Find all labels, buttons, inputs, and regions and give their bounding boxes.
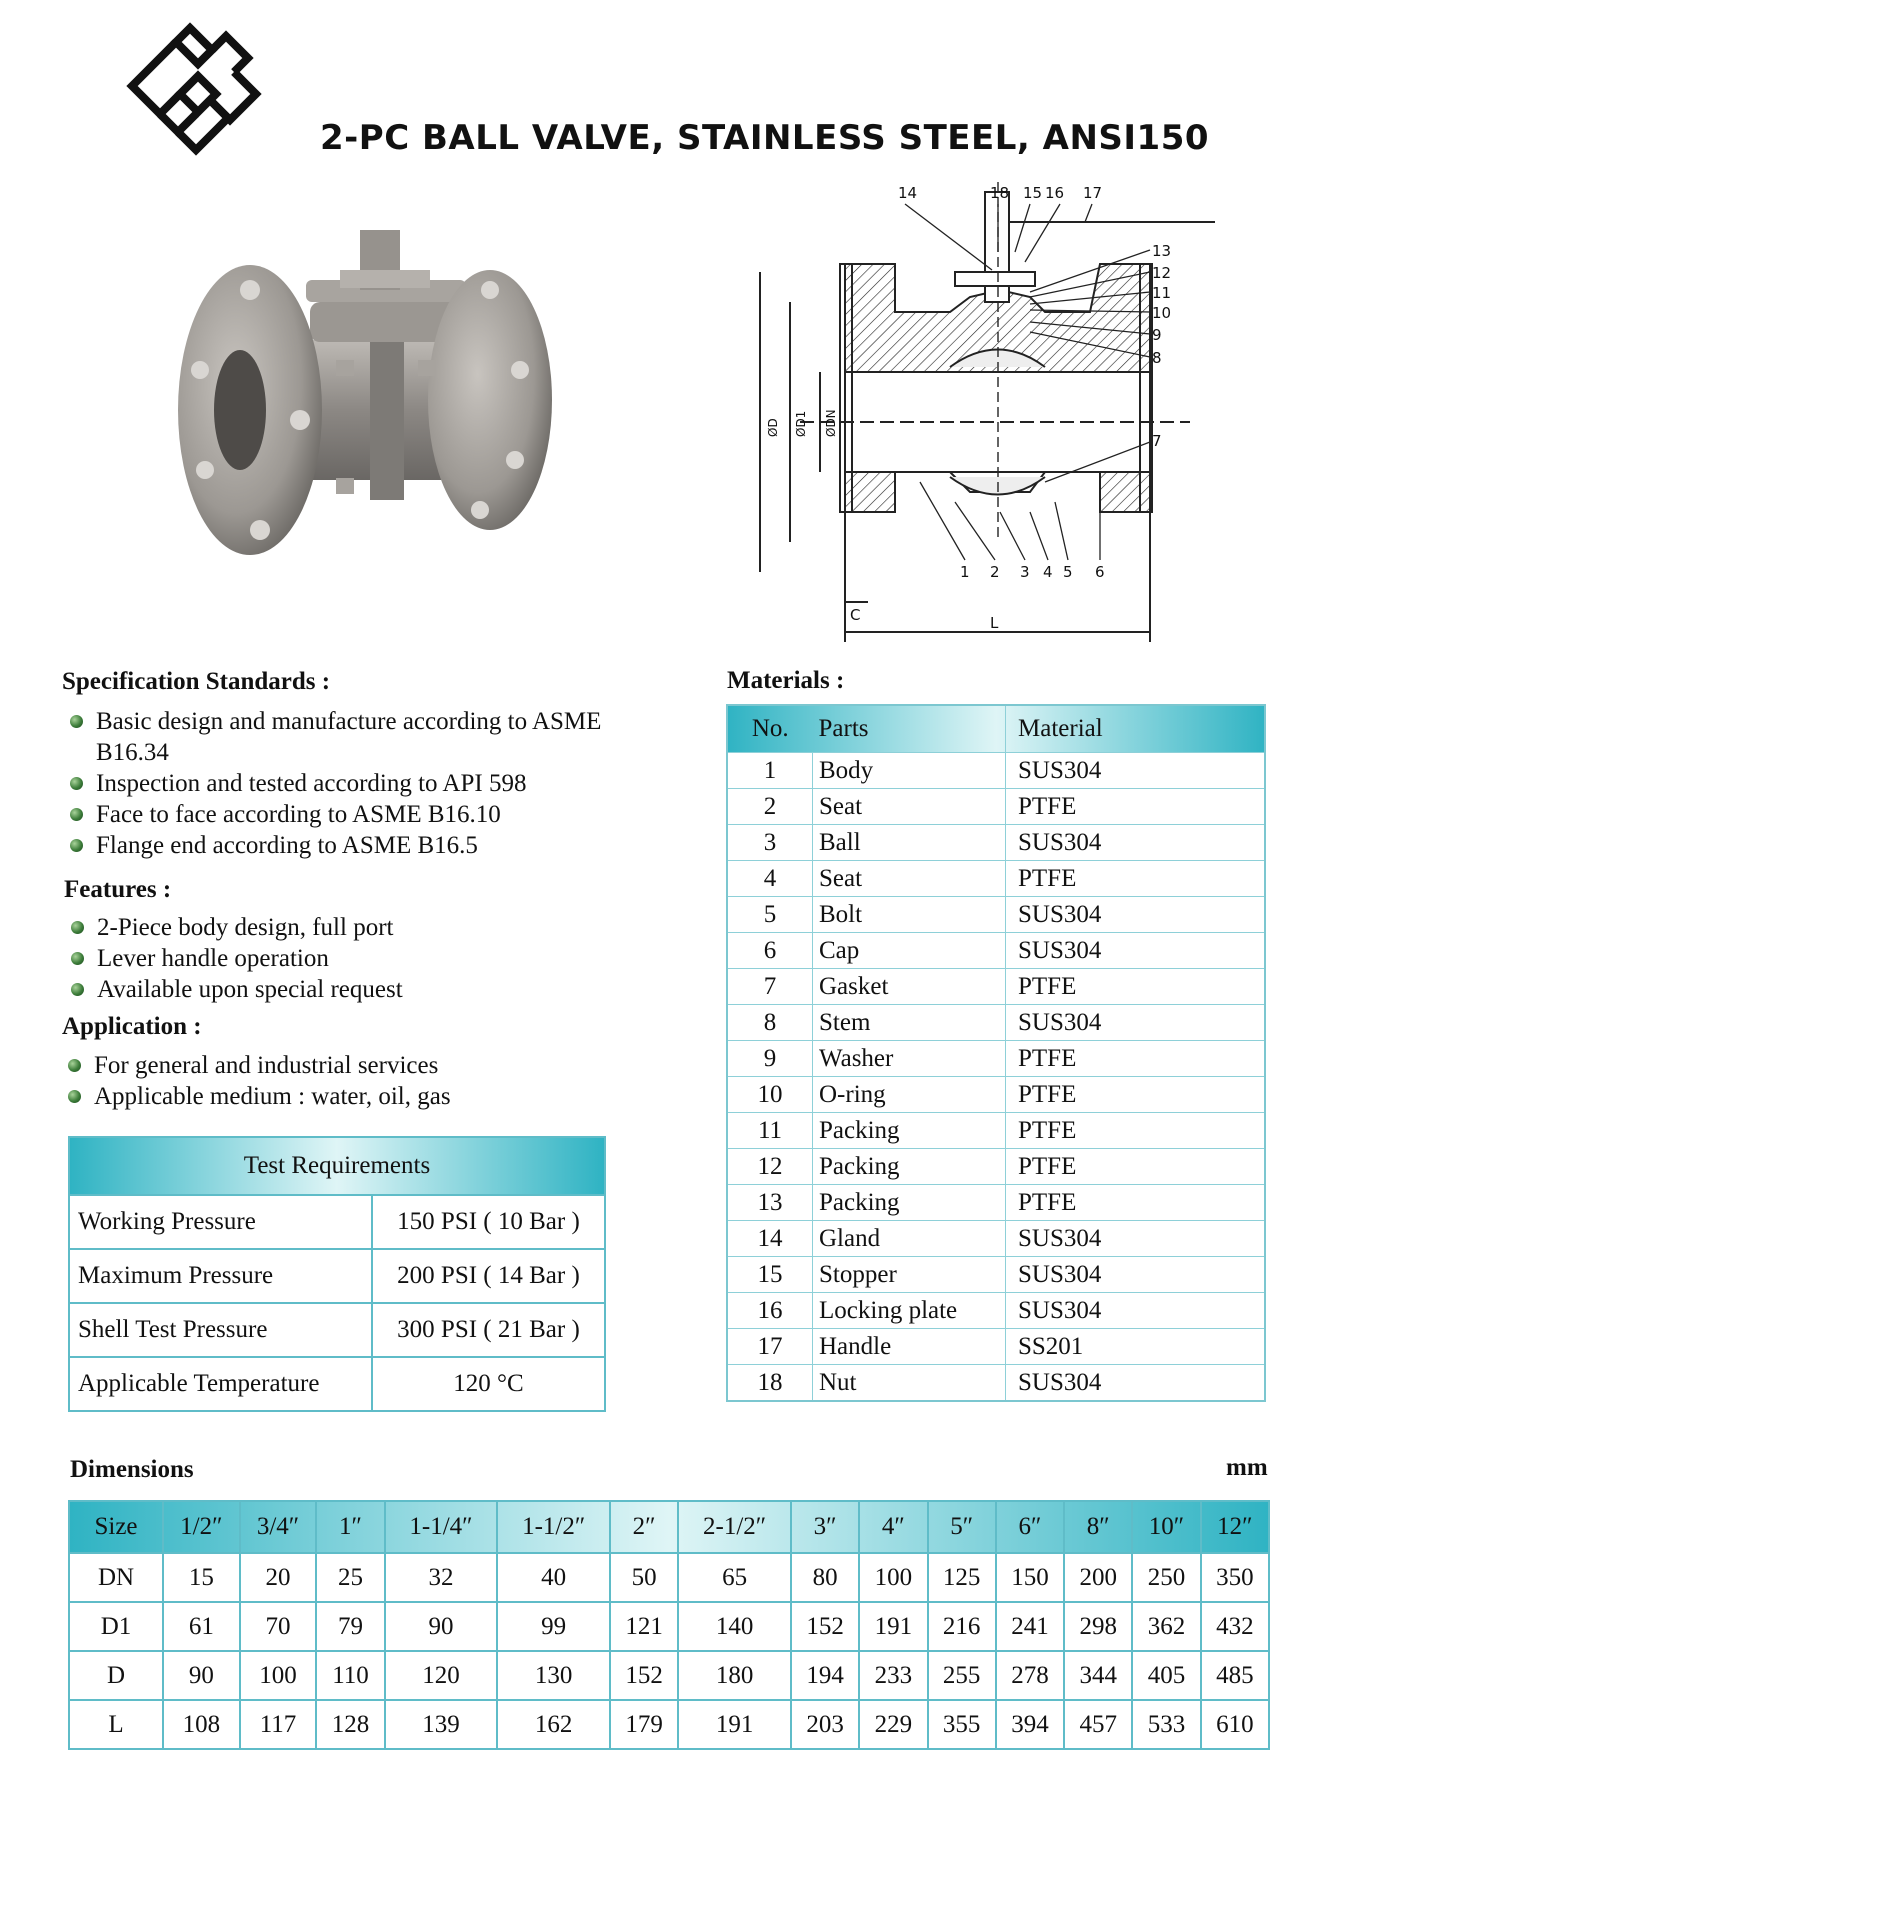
dimension-row-label: L	[69, 1700, 163, 1749]
callout-3: 3	[1020, 563, 1030, 581]
materials-header-no: No.	[751, 715, 789, 742]
dimension-cell: 200	[1064, 1553, 1132, 1602]
test-table-title: Test Requirements	[69, 1137, 605, 1195]
material-no: 17	[727, 1329, 813, 1365]
size-header: 8″	[1064, 1501, 1132, 1553]
size-header: 4″	[859, 1501, 927, 1553]
dimension-cell: 405	[1132, 1651, 1200, 1700]
material-part: Stem	[813, 1005, 1006, 1041]
dimension-cell: 150	[996, 1553, 1064, 1602]
dimension-cell: 191	[859, 1602, 927, 1651]
dimension-cell: 110	[316, 1651, 384, 1700]
table-row	[727, 861, 1265, 897]
material-part: Body	[813, 753, 1006, 789]
dimension-cell: 120	[385, 1651, 498, 1700]
table-row	[727, 1041, 1265, 1077]
table-row	[727, 1257, 1265, 1293]
dimension-cell: 128	[316, 1700, 384, 1749]
material-no: 16	[727, 1293, 813, 1329]
dimension-cell: 355	[928, 1700, 996, 1749]
application-item: For general and industrial services	[62, 1050, 602, 1081]
callout-1: 1	[960, 563, 970, 581]
material-part: Handle	[813, 1329, 1006, 1365]
material-name: SUS304	[1006, 933, 1266, 969]
dimension-cell: 90	[385, 1602, 498, 1651]
material-no: 2	[727, 789, 813, 825]
table-row	[69, 1700, 1269, 1749]
dimension-row-label: DN	[69, 1553, 163, 1602]
spec-list	[64, 706, 604, 861]
dimensions-header-row	[69, 1501, 1269, 1553]
material-no: 13	[727, 1185, 813, 1221]
dimension-cell: 79	[316, 1602, 384, 1651]
callout-8: 8	[1152, 349, 1162, 367]
dimension-cell: 203	[791, 1700, 859, 1749]
size-header: 5″	[928, 1501, 996, 1553]
callout-15: 15	[1023, 184, 1043, 202]
table-row	[727, 1077, 1265, 1113]
material-no: 5	[727, 897, 813, 933]
dimension-cell: 32	[385, 1553, 498, 1602]
table-row	[69, 1195, 605, 1249]
material-part: Cap	[813, 933, 1006, 969]
callout-4: 4	[1043, 563, 1053, 581]
features-list	[65, 912, 605, 1005]
material-part: Seat	[813, 789, 1006, 825]
table-row	[727, 825, 1265, 861]
table-row	[727, 969, 1265, 1005]
spec-item: Face to face according to ASME B16.10	[64, 799, 604, 830]
size-header: 1-1/2″	[497, 1501, 610, 1553]
material-no: 7	[727, 969, 813, 1005]
dimension-cell: 233	[859, 1651, 927, 1700]
table-row	[727, 1365, 1265, 1402]
material-name: SUS304	[1006, 1365, 1266, 1402]
material-part: Gland	[813, 1221, 1006, 1257]
test-requirements-table	[68, 1136, 606, 1412]
callout-12: 12	[1152, 264, 1172, 282]
materials-header-parts: Parts	[813, 705, 1006, 753]
material-part: Packing	[813, 1185, 1006, 1221]
table-row	[69, 1249, 605, 1303]
table-row	[727, 897, 1265, 933]
callout-13: 13	[1152, 242, 1172, 260]
material-name: SS201	[1006, 1329, 1266, 1365]
dimension-cell: 130	[497, 1651, 610, 1700]
features-heading: Features :	[64, 876, 172, 903]
dimension-cell: 15	[163, 1553, 240, 1602]
application-list	[62, 1050, 602, 1112]
dimension-cell: 350	[1201, 1553, 1269, 1602]
table-row	[69, 1357, 605, 1411]
dimension-cell: 162	[497, 1700, 610, 1749]
material-no: 6	[727, 933, 813, 969]
dimension-cell: 457	[1064, 1700, 1132, 1749]
dimension-cell: 250	[1132, 1553, 1200, 1602]
test-label: Applicable Temperature	[69, 1357, 372, 1411]
material-name: SUS304	[1006, 1005, 1266, 1041]
material-name: SUS304	[1006, 1293, 1266, 1329]
material-no: 14	[727, 1221, 813, 1257]
table-row	[727, 933, 1265, 969]
company-logo	[120, 20, 270, 175]
material-part: Stopper	[813, 1257, 1006, 1293]
material-no: 11	[727, 1113, 813, 1149]
dim-c: C	[850, 606, 861, 624]
table-row	[727, 1149, 1265, 1185]
test-label: Shell Test Pressure	[69, 1303, 372, 1357]
material-part: Locking plate	[813, 1293, 1006, 1329]
table-row	[727, 1185, 1265, 1221]
material-name: SUS304	[1006, 753, 1266, 789]
dimensions-heading: Dimensions	[70, 1456, 194, 1483]
dimension-cell: 298	[1064, 1602, 1132, 1651]
dimension-cell: 610	[1201, 1700, 1269, 1749]
dim-l: L	[990, 614, 999, 632]
dimension-cell: 20	[240, 1553, 317, 1602]
dimensions-table	[68, 1500, 1270, 1750]
table-row	[727, 789, 1265, 825]
dimension-cell: 362	[1132, 1602, 1200, 1651]
material-name: PTFE	[1006, 1185, 1266, 1221]
size-header: 3″	[791, 1501, 859, 1553]
callout-5: 5	[1063, 563, 1073, 581]
size-header: 12″	[1201, 1501, 1269, 1553]
material-name: PTFE	[1006, 969, 1266, 1005]
spec-item: Inspection and tested according to API 598	[64, 768, 604, 799]
callout-18: 18	[990, 184, 1010, 202]
dimension-cell: 99	[497, 1602, 610, 1651]
callout-9: 9	[1152, 326, 1162, 344]
table-row	[727, 1293, 1265, 1329]
material-part: Washer	[813, 1041, 1006, 1077]
table-row	[69, 1553, 1269, 1602]
dimension-cell: 108	[163, 1700, 240, 1749]
callout-14: 14	[898, 184, 918, 202]
material-name: PTFE	[1006, 789, 1266, 825]
dim-d: ØD	[766, 418, 780, 437]
feature-item: Available upon special request	[65, 974, 605, 1005]
page-title: 2-PC BALL VALVE, STAINLESS STEEL, ANSI150	[320, 118, 1210, 158]
material-part: Packing	[813, 1113, 1006, 1149]
dimension-cell: 140	[678, 1602, 791, 1651]
material-name: PTFE	[1006, 1041, 1266, 1077]
material-no: 9	[727, 1041, 813, 1077]
callout-16: 16	[1045, 184, 1065, 202]
test-value: 300 PSI ( 21 Bar )	[372, 1303, 605, 1357]
dimension-cell: 90	[163, 1651, 240, 1700]
size-header: 10″	[1132, 1501, 1200, 1553]
callout-2: 2	[990, 563, 1000, 581]
material-name: PTFE	[1006, 1149, 1266, 1185]
table-row	[69, 1602, 1269, 1651]
table-row	[727, 1221, 1265, 1257]
material-no: 12	[727, 1149, 813, 1185]
dimension-cell: 432	[1201, 1602, 1269, 1651]
materials-heading: Materials :	[727, 667, 845, 694]
materials-header-material: Material	[1018, 715, 1103, 742]
material-part: Seat	[813, 861, 1006, 897]
dimension-cell: 191	[678, 1700, 791, 1749]
dimension-cell: 139	[385, 1700, 498, 1749]
feature-item: Lever handle operation	[65, 943, 605, 974]
material-no: 1	[727, 753, 813, 789]
dim-d1: ØD1	[794, 410, 808, 437]
material-part: Ball	[813, 825, 1006, 861]
dimension-cell: 533	[1132, 1700, 1200, 1749]
dimension-cell: 394	[996, 1700, 1064, 1749]
material-name: SUS304	[1006, 1221, 1266, 1257]
callout-7: 7	[1152, 432, 1162, 450]
spec-item: Flange end according to ASME B16.5	[64, 830, 604, 861]
dimension-cell: 117	[240, 1700, 317, 1749]
material-name: PTFE	[1006, 1077, 1266, 1113]
dimension-cell: 40	[497, 1553, 610, 1602]
callout-10: 10	[1152, 304, 1172, 322]
callout-17: 17	[1083, 184, 1103, 202]
material-name: PTFE	[1006, 1113, 1266, 1149]
dimension-cell: 241	[996, 1602, 1064, 1651]
table-row	[727, 753, 1265, 789]
table-row	[69, 1303, 605, 1357]
spec-heading: Specification Standards :	[62, 668, 331, 695]
table-row	[727, 1113, 1265, 1149]
table-row	[727, 1329, 1265, 1365]
test-label: Working Pressure	[69, 1195, 372, 1249]
materials-table	[726, 704, 1266, 1402]
spec-item: Basic design and manufacture according to ASME B16.34	[64, 706, 604, 768]
material-part: Nut	[813, 1365, 1006, 1402]
material-name: SUS304	[1006, 825, 1266, 861]
ball-valve-photo	[160, 210, 580, 590]
test-value: 120 °C	[372, 1357, 605, 1411]
dimension-cell: 485	[1201, 1651, 1269, 1700]
size-header: 1″	[316, 1501, 384, 1553]
size-header: 2-1/2″	[678, 1501, 791, 1553]
dimension-cell: 344	[1064, 1651, 1132, 1700]
application-item: Applicable medium : water, oil, gas	[62, 1081, 602, 1112]
dimension-row-label: D	[69, 1651, 163, 1700]
size-header: 2″	[610, 1501, 678, 1553]
application-heading: Application :	[62, 1013, 202, 1040]
material-part: Gasket	[813, 969, 1006, 1005]
dimension-cell: 194	[791, 1651, 859, 1700]
dimension-cell: 100	[859, 1553, 927, 1602]
dimension-cell: 121	[610, 1602, 678, 1651]
dimension-row-label: D1	[69, 1602, 163, 1651]
material-no: 10	[727, 1077, 813, 1113]
dimension-cell: 100	[240, 1651, 317, 1700]
dimension-cell: 125	[928, 1553, 996, 1602]
dimension-cell: 80	[791, 1553, 859, 1602]
callout-6: 6	[1095, 563, 1105, 581]
material-part: Packing	[813, 1149, 1006, 1185]
size-header: 1/2″	[163, 1501, 240, 1553]
dimensions-header-size: Size	[69, 1501, 163, 1553]
test-value: 200 PSI ( 14 Bar )	[372, 1249, 605, 1303]
dimension-cell: 180	[678, 1651, 791, 1700]
material-no: 15	[727, 1257, 813, 1293]
material-no: 18	[727, 1365, 813, 1402]
table-row	[727, 1005, 1265, 1041]
dimension-cell: 278	[996, 1651, 1064, 1700]
feature-item: 2-Piece body design, full port	[65, 912, 605, 943]
dimension-cell: 255	[928, 1651, 996, 1700]
size-header: 6″	[996, 1501, 1064, 1553]
dimension-cell: 152	[610, 1651, 678, 1700]
materials-header-row	[727, 705, 1265, 753]
dimension-cell: 61	[163, 1602, 240, 1651]
dim-dn: ØDN	[824, 409, 838, 437]
dimension-cell: 179	[610, 1700, 678, 1749]
material-name: PTFE	[1006, 861, 1266, 897]
dimension-cell: 70	[240, 1602, 317, 1651]
material-part: Bolt	[813, 897, 1006, 933]
size-header: 1-1/4″	[385, 1501, 498, 1553]
test-label: Maximum Pressure	[69, 1249, 372, 1303]
test-value: 150 PSI ( 10 Bar )	[372, 1195, 605, 1249]
table-row	[69, 1651, 1269, 1700]
material-name: SUS304	[1006, 1257, 1266, 1293]
material-no: 3	[727, 825, 813, 861]
dimension-cell: 50	[610, 1553, 678, 1602]
material-no: 4	[727, 861, 813, 897]
valve-cross-section-drawing	[740, 182, 1240, 652]
material-name: SUS304	[1006, 897, 1266, 933]
dimension-cell: 216	[928, 1602, 996, 1651]
dimension-cell: 65	[678, 1553, 791, 1602]
material-part: O-ring	[813, 1077, 1006, 1113]
dimension-cell: 25	[316, 1553, 384, 1602]
dimension-cell: 229	[859, 1700, 927, 1749]
callout-11: 11	[1152, 284, 1172, 302]
dimensions-unit: mm	[1226, 1454, 1268, 1481]
dimension-cell: 152	[791, 1602, 859, 1651]
size-header: 3/4″	[240, 1501, 317, 1553]
material-no: 8	[727, 1005, 813, 1041]
